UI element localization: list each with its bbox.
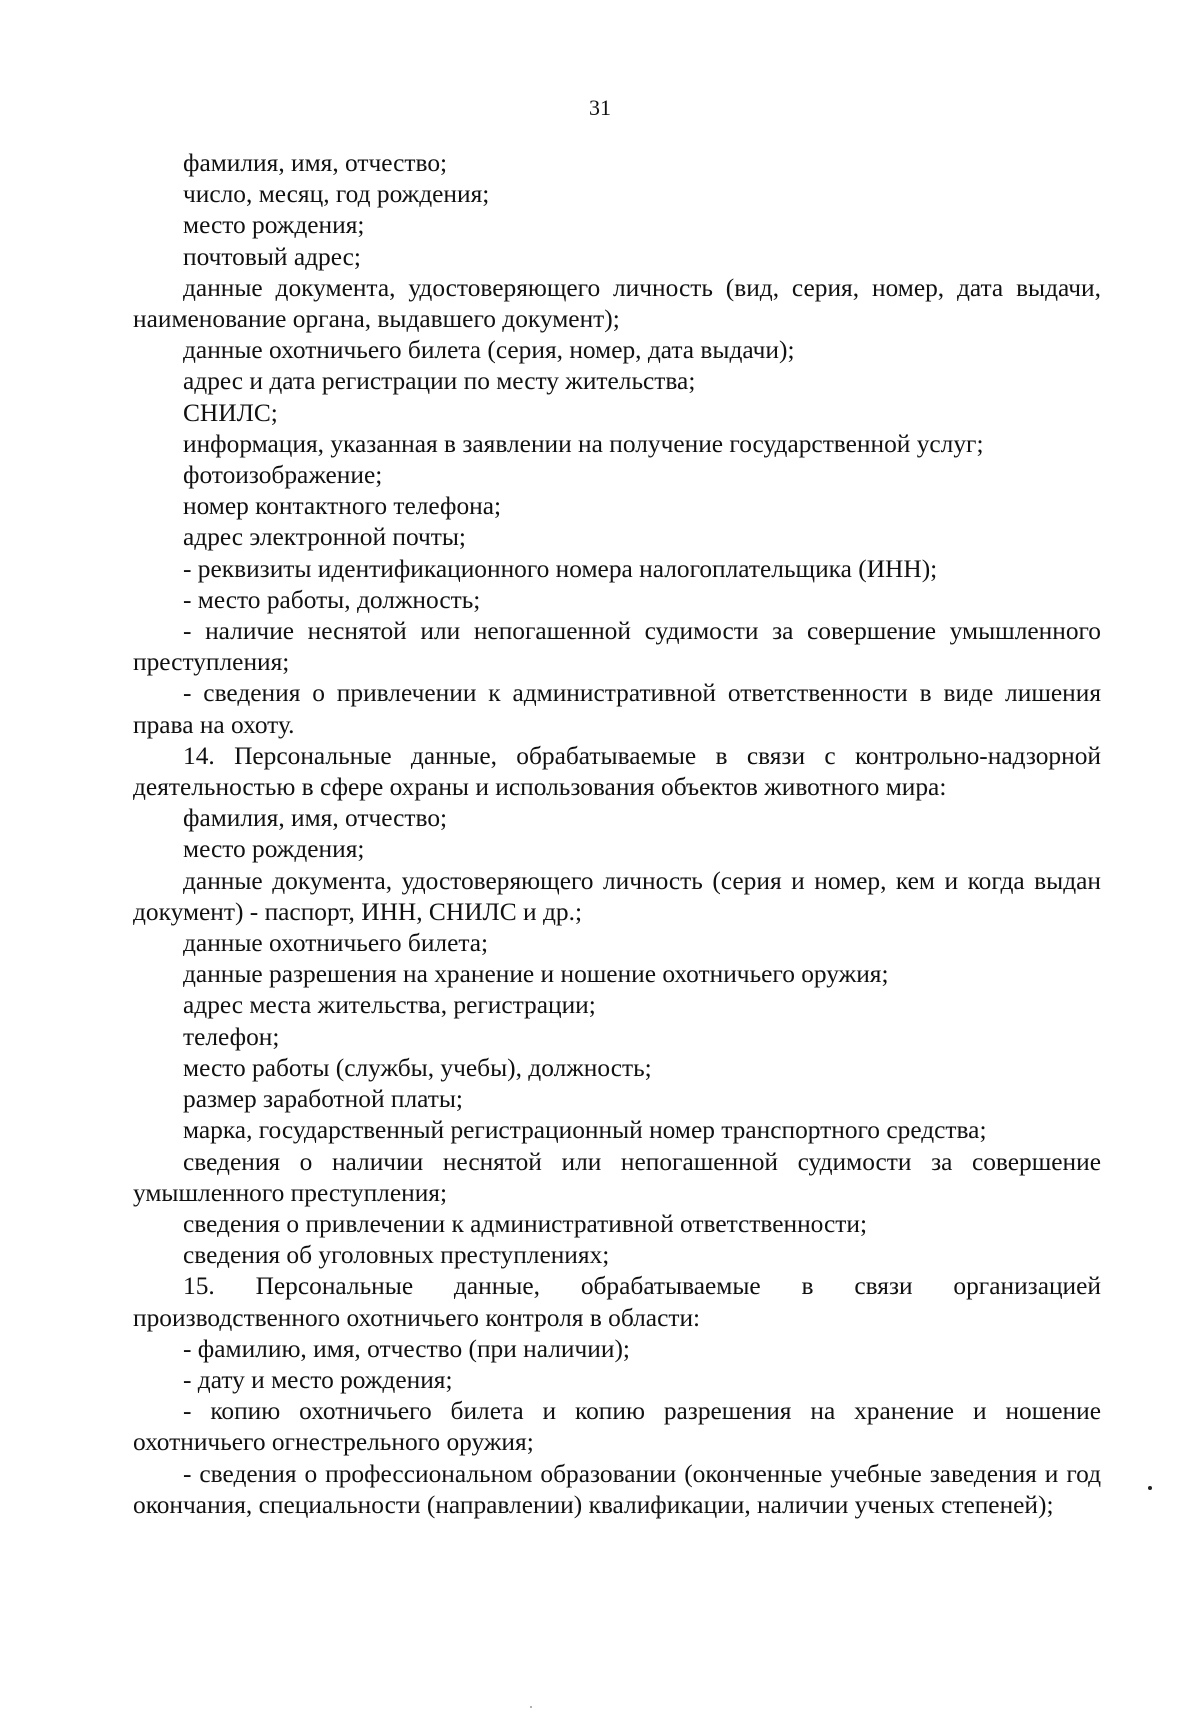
paragraph: адрес электронной почты; — [183, 523, 466, 552]
paragraph: - фамилию, имя, отчество (при наличии); — [183, 1334, 630, 1363]
paragraph: почтовый адрес; — [183, 242, 361, 271]
paragraph: - дату и место рождения; — [183, 1365, 453, 1394]
paragraph: СНИЛС; — [183, 398, 278, 427]
paragraph: - сведения о привлечении к административной ответственности в виде лишения права на охоту. — [133, 679, 1101, 739]
paragraph: - копию охотничьего билета и копию разрешения на хранение и ношение охотничьего огнестрельного оружия; — [133, 1397, 1101, 1457]
paragraph: размер заработной платы; — [183, 1085, 463, 1114]
paragraph: фотоизображение; — [183, 461, 383, 490]
paragraph: - место работы, должность; — [183, 585, 481, 614]
paragraph: данные охотничьего билета (серия, номер, дата выдачи); — [183, 336, 795, 365]
paragraph: марка, государственный регистрационный номер транспортного средства; — [183, 1116, 987, 1145]
paragraph: адрес и дата регистрации по месту жительства; — [183, 367, 696, 396]
paragraph: данные разрешения на хранение и ношение охотничьего оружия; — [183, 960, 889, 989]
paragraph: сведения о привлечении к административной ответственности; — [183, 1209, 867, 1238]
paragraph: число, месяц, год рождения; — [183, 180, 490, 209]
paragraph: данные охотничьего билета; — [183, 929, 489, 958]
paragraph: - наличие неснятой или непогашенной судимости за совершение умышленного преступления; — [133, 617, 1101, 677]
scan-speck — [530, 1706, 532, 1708]
paragraph: сведения о наличии неснятой или непогашенной судимости за совершение умышленного преступления; — [133, 1147, 1101, 1207]
paragraph: адрес места жительства, регистрации; — [183, 991, 596, 1020]
paragraph: - реквизиты идентификационного номера налогоплательщика (ИНН); — [183, 554, 938, 583]
page-number: 31 — [589, 95, 611, 120]
paragraph: телефон; — [183, 1022, 280, 1051]
paragraph: - сведения о профессиональном образовании (оконченные учебные заведения и год окончания, специальности (направлении) квалификации, наличии ученых степеней); — [133, 1459, 1101, 1519]
paragraph: данные документа, удостоверяющего личность (серия и номер, кем и когда выдан документ) - паспорт, ИНН, СНИЛС и др.; — [133, 866, 1101, 926]
paragraph: место рождения; — [183, 835, 365, 864]
paragraph: номер контактного телефона; — [183, 492, 502, 521]
section-heading-14: 14. Персональные данные, обрабатываемые в связи с контрольно-надзорной деятельностью в сфере охраны и использования объектов животного мира: — [133, 741, 1101, 802]
document-body — [133, 148, 1101, 1521]
section-heading-15: 15. Персональные данные, обрабатываемые в связи организацией производственного охотничьего контроля в области: — [133, 1272, 1101, 1332]
paragraph: данные документа, удостоверяющего личность (вид, серия, номер, дата выдачи, наименование органа, выдавшего документ); — [133, 273, 1101, 334]
paragraph: фамилия, имя, отчество; — [183, 149, 448, 177]
paragraph: место рождения; — [183, 211, 365, 240]
paragraph: информация, указанная в заявлении на получение государственной услуг; — [183, 429, 984, 458]
paragraph: сведения об уголовных преступлениях; — [183, 1241, 610, 1270]
paragraph: фамилия, имя, отчество; — [183, 804, 448, 833]
scan-speck — [1148, 1486, 1152, 1490]
paragraph: место работы (службы, учебы), должность; — [183, 1053, 652, 1082]
